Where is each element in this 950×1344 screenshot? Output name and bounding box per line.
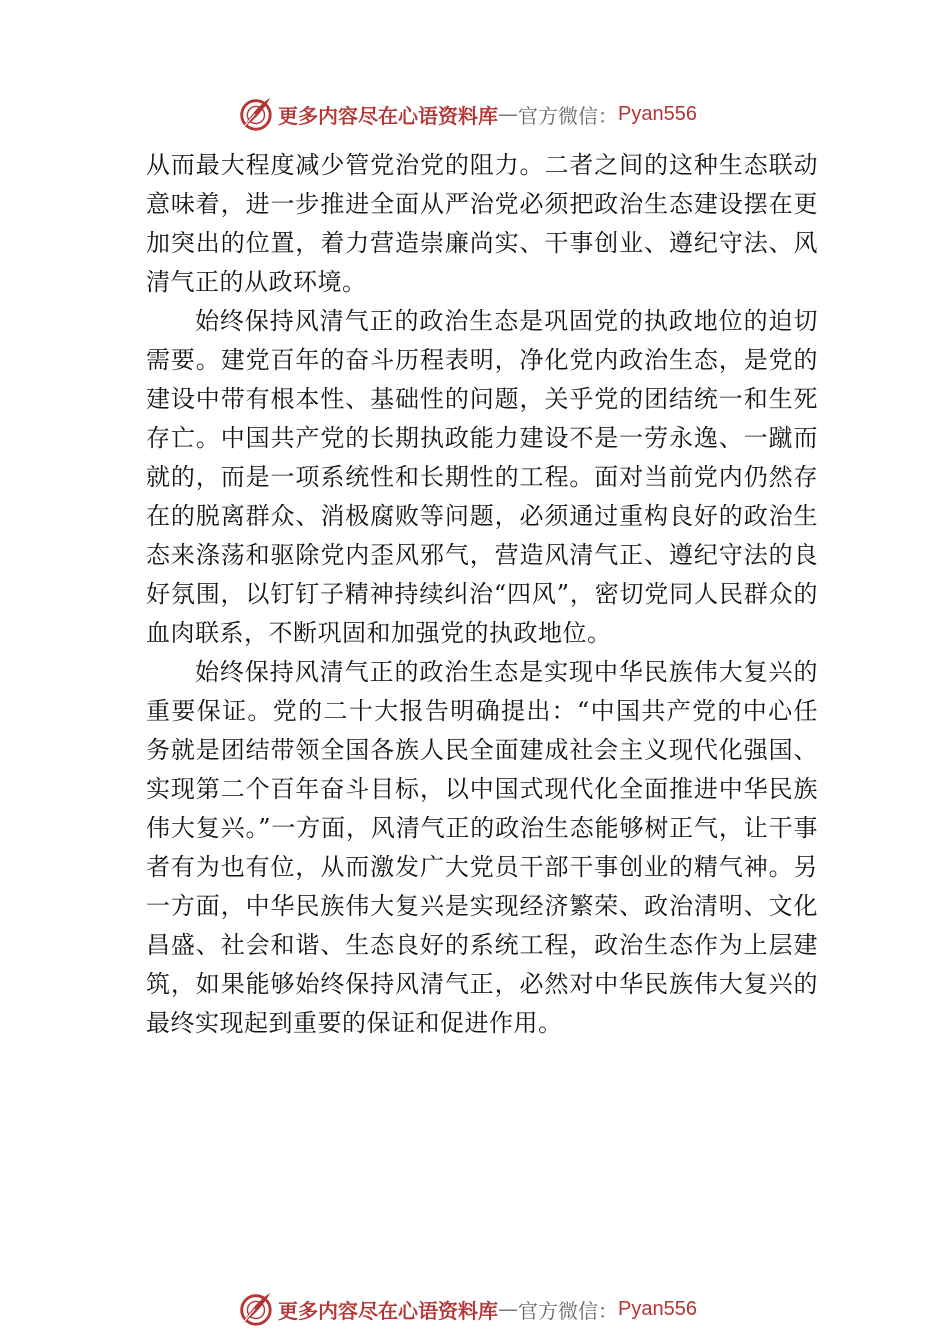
footer-separator: — [498, 1297, 518, 1321]
paragraph-national-rejuvenation: 始终保持风清气正的政治生态是实现中华民族伟大复兴的重要保证。党的二十大报告明确提出：“中国共产党的中心任务就是团结带领全国各族人民全面建成社会主义现代化强国、实现第二个百年奋斗目标，以中国式现代化全面推进中华民族伟大复兴。”一方面，风清气正的政治生态能够树正气，让干事者有为也有位，从而激发广大党员干部干事创业的精气神。另一方面，中华民族伟大复兴是实现经济繁荣、政治清明、文化昌盛、社会和谐、生态良好的系统工程，政治生态作为上层建筑，如果能够始终保持风清气正，必然对中华民族伟大复兴的最终实现起到重要的保证和促进作用。 [146, 658, 818, 1037]
document-body [146, 146, 818, 1043]
paragraph-party-governance: 始终保持风清气正的政治生态是巩固党的执政地位的迫切需要。建党百年的奋斗历程表明，净化党内政治生态，是党的建设中带有根本性、基础性的问题，关乎党的团结统一和生死存亡。中国共产党的长期执政能力建设不是一劳永逸、一蹴而就的，而是一项系统性和长期性的工程。面对当前党内仍然存在的脱离群众、消极腐败等问题，必须通过重构良好的政治生态来涤荡和驱除党内歪风邪气，营造风清气正、遵纪守法的良好氛围，以钉钉子精神持续纠治“四风”，密切党同人民群众的血肉联系，不断巩固和加强党的执政地位。 [146, 307, 818, 647]
paragraph-continuation: 从而最大程度减少管党治党的阻力。二者之间的这种生态联动意味着，进一步推进全面从严治党必须把政治生态建设摆在更加突出的位置，着力营造崇廉尚实、干事创业、遵纪守法、风清气正的从政环境。 [146, 151, 818, 296]
footer-wechat-label: 官方微信： [518, 1298, 618, 1323]
header-wechat-label: 官方微信： [518, 103, 618, 128]
header-brand-text: 更多内容尽在心语资料库 [278, 103, 498, 128]
footer-wechat-account: Pyan556 [618, 1297, 697, 1320]
header-separator: — [498, 102, 518, 126]
quill-logo-icon [236, 1290, 274, 1328]
footer-banner [236, 1289, 756, 1329]
quill-logo-icon [236, 95, 274, 133]
header-banner [236, 94, 756, 134]
header-wechat-account: Pyan556 [618, 102, 697, 125]
footer-brand-text: 更多内容尽在心语资料库 [278, 1298, 498, 1323]
